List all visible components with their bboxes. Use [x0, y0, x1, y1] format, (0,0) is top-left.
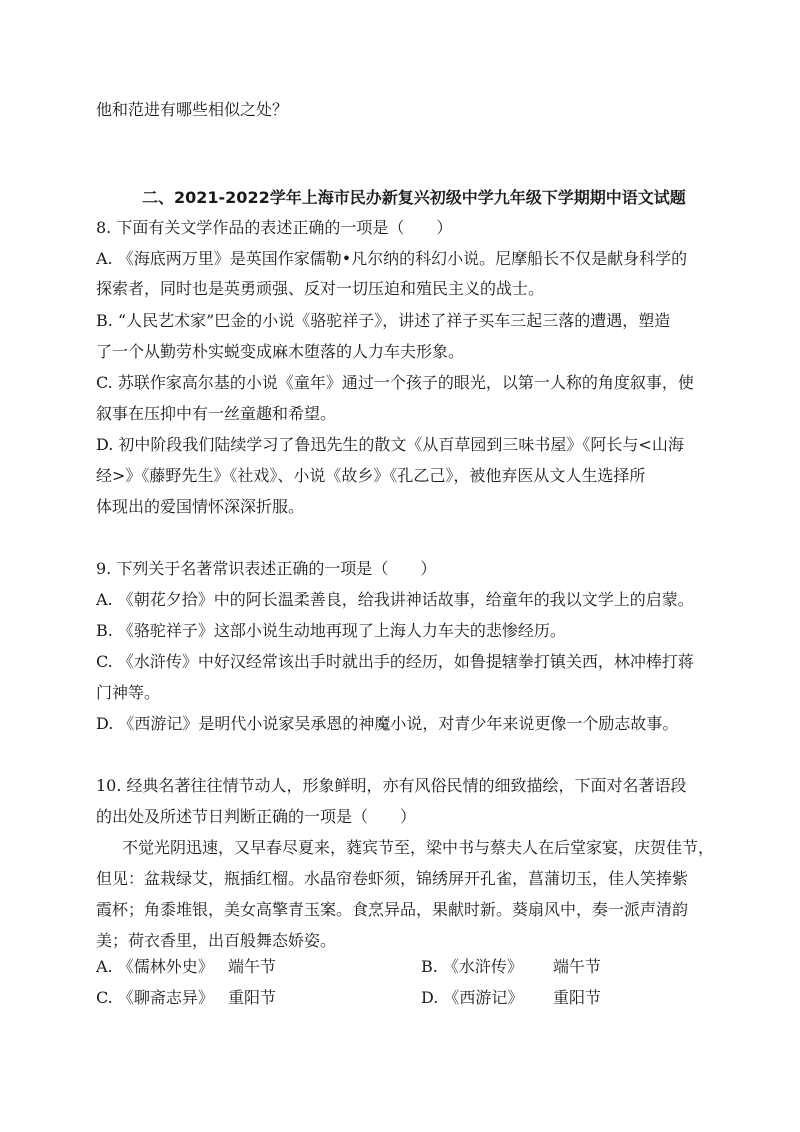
q8-option-c-line1: C. 苏联作家高尔基的小说《童年》通过一个孩子的眼光，以第一人称的角度叙事，使	[96, 373, 694, 392]
q10-option-a-festival: 端午节	[228, 957, 277, 976]
q8-option-d-line2: 经>》《藤野先生》《社戏》、小说《故乡》《孔乙己》，被他弃医从文人生选择所	[96, 466, 646, 485]
q10-stem-line2: 的出处及所述节日判断正确的一项是（ ）	[96, 807, 417, 826]
q8-option-a-line2: 探索者，同时也是英勇顽强、反对一切压迫和殖民主义的战士。	[96, 279, 545, 298]
q9-option-c-line1: C. 《水浒传》中好汉经常该出手时就出手的经历，如鲁提辖拳打镇关西，林冲棒打蒋	[96, 652, 694, 671]
q10-stem-line1: 10. 经典名著往往情节动人，形象鲜明，亦有风俗民情的细致描绘，下面对名著语段	[96, 776, 687, 795]
q10-passage-line4: 美；荷衣香里，出百般舞态娇姿。	[96, 931, 337, 950]
section-title: 二、2021-2022学年上海市民办新复兴初级中学九年级下学期期中语文试题	[142, 188, 686, 207]
q10-option-c-festival: 重阳节	[228, 988, 277, 1007]
q10-option-b-festival: 端午节	[553, 957, 602, 976]
q10-option-d-book: D. 《西游记》	[421, 988, 524, 1007]
q9-option-b: B. 《骆驼祥子》这部小说生动地再现了上海人力车夫的悲惨经历。	[96, 621, 566, 640]
q10-option-d-festival: 重阳节	[553, 988, 602, 1007]
q10-option-a-book: A. 《儒林外史》	[96, 957, 214, 976]
q10-passage-line2: 但见：盆栽绿艾，瓶插红榴。水晶帘卷虾须，锦绣屏开孔雀，菖蒲切玉，佳人笑捧紫	[96, 869, 689, 888]
q9-option-c-line2: 门神等。	[96, 683, 161, 702]
previous-question-tail: 他和范进有哪些相似之处？	[96, 100, 289, 119]
q10-option-d	[421, 987, 602, 1009]
q8-option-c-line2: 叙事在压抑中有一丝童趣和希望。	[96, 404, 337, 423]
q8-option-a-line1: A. 《海底两万里》是英国作家儒勒•凡尔纳的科幻小说。尼摩船长不仅是献身科学的	[96, 249, 688, 268]
q8-option-d-line1: D. 初中阶段我们陆续学习了鲁迅先生的散文《从百草园到三味书屋》《阿长与<山海	[96, 435, 684, 454]
q10-option-c-book: C. 《聊斋志异》	[96, 988, 214, 1007]
q10-option-a	[96, 956, 277, 978]
q8-option-b-line2: 了一个从勤劳朴实蜕变成麻木堕落的人力车夫形象。	[96, 342, 465, 361]
q9-option-a: A. 《朝花夕拾》中的阿长温柔善良，给我讲神话故事，给童年的我以文学上的启蒙。	[96, 590, 694, 609]
q10-option-b-book: B. 《水浒传》	[421, 957, 523, 976]
q9-option-d: D. 《西游记》是明代小说家吴承恩的神魔小说，对青少年来说更像一个励志故事。	[96, 714, 679, 733]
q8-stem: 8. 下面有关文学作品的表述正确的一项是（ ）	[96, 218, 453, 237]
q10-option-c	[96, 987, 277, 1009]
q8-option-d-line3: 体现出的爱国情怀深深折服。	[96, 497, 305, 516]
q10-option-b	[421, 956, 602, 978]
q10-passage-line1: 不觉光阴迅速，又早春尽夏来，蕤宾节至，梁中书与蔡夫人在后堂家宴，庆贺佳节，	[122, 838, 715, 857]
q8-option-b-line1: B. “人民艺术家”巴金的小说《骆驼祥子》，讲述了祥子买车三起三落的遭遇，塑造	[96, 311, 671, 330]
q10-passage-line3: 霞杯；角黍堆银，美女高擎青玉案。食烹异品，果献时新。葵扇风中，奏一派声清韵	[96, 900, 689, 919]
q9-stem: 9. 下列关于名著常识表述正确的一项是（ ）	[96, 559, 437, 578]
